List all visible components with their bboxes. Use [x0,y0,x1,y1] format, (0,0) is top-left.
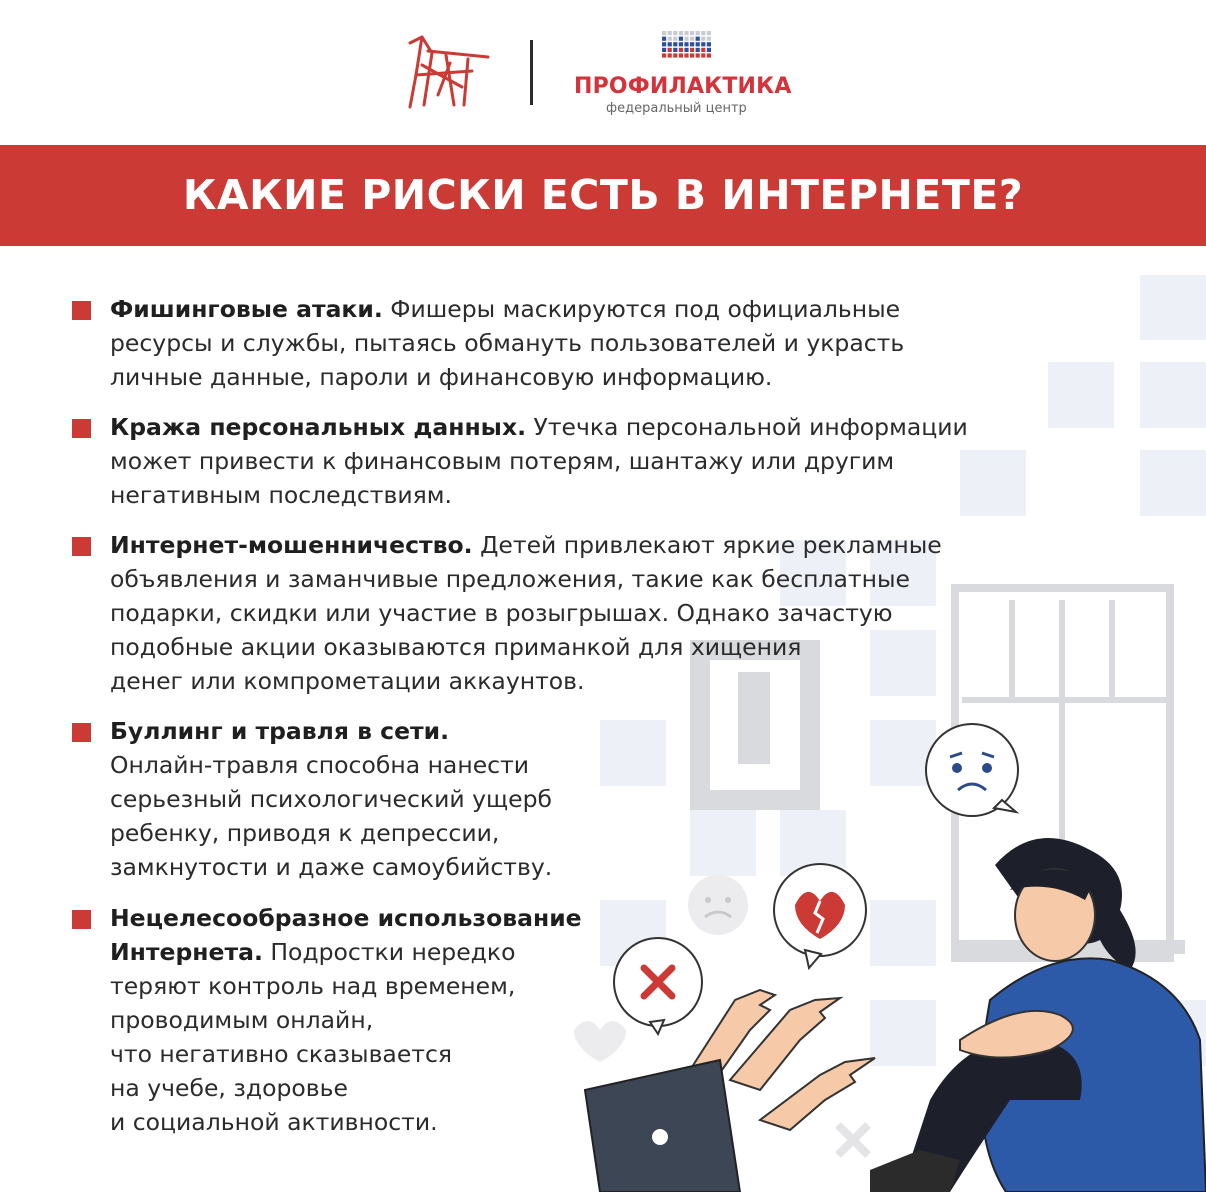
list-item-phishing [110,292,904,394]
item-title-cont: Интернета. [110,938,263,966]
brand-subtitle: федеральный центр [606,101,747,116]
item-text: Кража персональных данных. Утечка персональной информации может привести к финансовым потерям, шантажу или другим негативным последствиям. [110,413,968,509]
item-text: Буллинг и травля в сети. Онлайн-травля способна нанести серьезный психологический ущерб ребенку, приводя к депрессии, замкнутости и даже самоубийству. [110,717,553,881]
bullet-square-icon [72,910,91,929]
bullet-square-icon [72,301,91,320]
item-text: Интернет-мошенничество. Детей привлекают яркие рекламные объявления и заманчивые предложения, такие как бесплатные подарки, скидки или участие в розыгрышах. Однако зачастую подобные акции оказываются приманкой для хищения денег или компрометации аккаунтов. [110,531,942,695]
list-item-data-theft [110,410,968,512]
item-title: Буллинг и травля в сети. [110,717,450,745]
brand-name: ПРОФИЛАКТИКА [574,74,792,99]
list-item-overuse [110,901,582,1139]
list-item-fraud [110,528,942,698]
page-title: КАКИЕ РИСКИ ЕСТЬ В ИНТЕРНЕТЕ? [182,171,1024,219]
item-text: Фишинговые атаки. Фишеры маскируются под официальные ресурсы и службы, пытаясь обмануть пользователей и украсть личные данные, пароли и финансовую информацию. [110,295,905,391]
bullet-square-icon [72,537,91,556]
item-title: Интернет-мошенничество. [110,531,473,559]
item-text: Нецелесообразное использование Интернета. Подростки нередко теряют контроль над временем, проводимым онлайн, что негативно сказывается на учебе, здоровье и социальной активности. [110,904,582,1136]
item-title: Фишинговые атаки. [110,295,383,323]
item-title: Нецелесообразное использование [110,904,582,932]
list-item-bullying [110,714,552,884]
item-title: Кража персональных данных. [110,413,527,441]
bullet-square-icon [72,419,91,438]
bullet-square-icon [72,723,91,742]
